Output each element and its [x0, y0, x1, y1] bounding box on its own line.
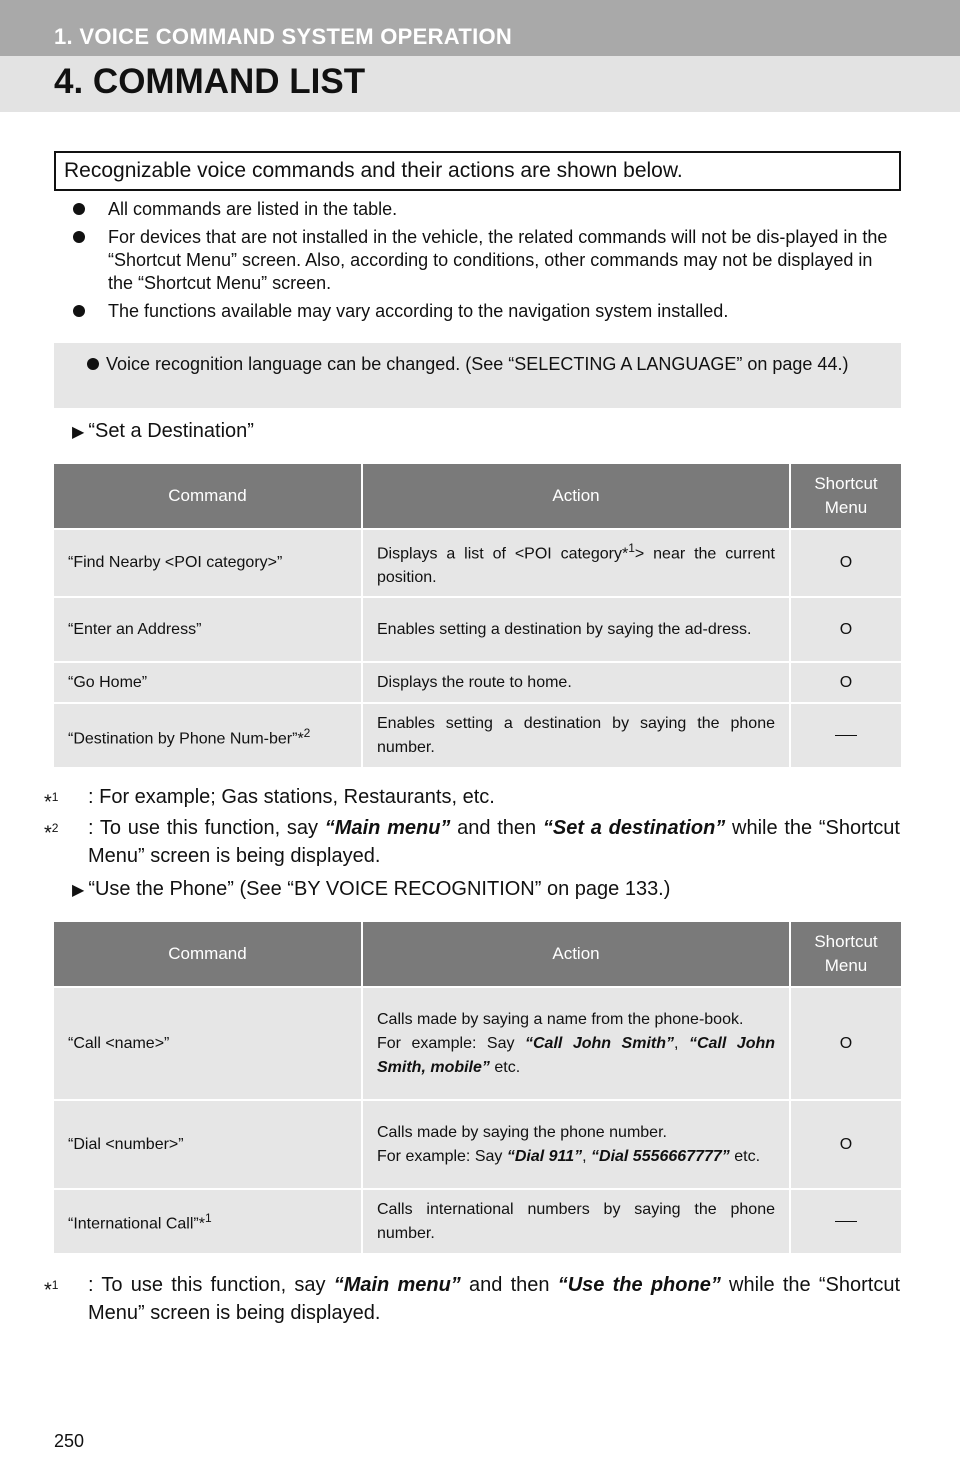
column-header-command: Command [54, 464, 363, 528]
table-row [54, 702, 901, 767]
section-heading-use-phone: ▶ “Use the Phone” (See “BY VOICE RECOGNITION” on page 133.) [72, 877, 670, 903]
action-cell: Calls made by saying a name from the phone-book. For example: Say “Call John Smith”, “Call John Smith, mobile” etc. [363, 986, 791, 1099]
shortcut-cell [791, 1188, 901, 1253]
table-row [54, 596, 901, 661]
command-cell: “Go Home” [54, 661, 363, 702]
footnote-1: *$^1$ : For example; Gas stations, Restaurants, etc. [44, 786, 495, 814]
footnote-3: *$^1$ : To use this function, say “Main menu” and then “Use the phone” while the “Shortcut Menu” screen is being displayed. [44, 1274, 900, 1324]
table-row [54, 1188, 901, 1253]
page-title: 4. COMMAND LIST [54, 62, 366, 101]
command-cell: “Find Nearby <POI category>” [54, 528, 363, 596]
action-cell: Calls made by saying the phone number. For example: Say “Dial 911”, “Dial 5556667777” etc. [363, 1099, 791, 1188]
arrow-right-icon: ▶ [72, 424, 85, 441]
command-cell: “International Call”*$^1$ [54, 1188, 363, 1253]
use-phone-table [54, 922, 901, 1253]
shortcut-cell: O [791, 661, 901, 702]
table-row [54, 986, 901, 1099]
footnote-2: *$^2$ : To use this function, say “Main menu” and then “Set a destination” while the “Shortcut Menu” screen is being displayed. [44, 817, 900, 867]
bullet-list [72, 198, 902, 328]
action-cell: Displays the route to home. [363, 661, 791, 702]
bullet-icon [87, 358, 99, 370]
command-cell: “Call <name>” [54, 986, 363, 1099]
bullet-item: The functions available may vary according to the navigation system installed. [72, 300, 902, 323]
note-box [54, 343, 901, 408]
action-cell: Calls international numbers by saying the phone number. [363, 1188, 791, 1253]
dash-icon [835, 735, 857, 736]
action-cell: Enables setting a destination by saying the phone number. [363, 702, 791, 767]
command-cell: “Dial <number>” [54, 1099, 363, 1188]
column-header-shortcut: Shortcut Menu [791, 464, 901, 528]
command-cell: “Destination by Phone Num-ber”*$^2$ [54, 702, 363, 767]
bullet-item: For devices that are not installed in the vehicle, the related commands will not be dis-played in the “Shortcut Menu” screen. Also, according to conditions, other commands may not be displayed in the “Shortcut Menu” screen. [72, 226, 902, 295]
shortcut-cell [791, 702, 901, 767]
page-number: 250 [54, 1431, 85, 1451]
section-heading-set-destination: ▶ “Set a Destination” [72, 419, 254, 445]
intro-box: Recognizable voice commands and their actions are shown below. [54, 151, 901, 191]
command-cell: “Enter an Address” [54, 596, 363, 661]
shortcut-cell: O [791, 596, 901, 661]
table-row [54, 1099, 901, 1188]
shortcut-cell: O [791, 1099, 901, 1188]
shortcut-cell: O [791, 986, 901, 1099]
note-text: Voice recognition language can be changed. (See “SELECTING A LANGUAGE” on page 44.) [106, 354, 849, 374]
bullet-item: All commands are listed in the table. [72, 198, 902, 221]
table-row [54, 661, 901, 702]
column-header-shortcut: Shortcut Menu [791, 922, 901, 986]
column-header-action: Action [363, 464, 791, 528]
arrow-right-icon: ▶ [72, 882, 85, 899]
shortcut-cell: O [791, 528, 901, 596]
section-title: 1. VOICE COMMAND SYSTEM OPERATION [54, 24, 513, 49]
column-header-command: Command [54, 922, 363, 986]
column-header-action: Action [363, 922, 791, 986]
dash-icon [835, 1221, 857, 1222]
action-cell: Enables setting a destination by saying the ad-dress. [363, 596, 791, 661]
set-destination-table [54, 464, 901, 767]
table-row [54, 528, 901, 596]
action-cell: Displays a list of <POI category*$^1$> near the current position. [363, 528, 791, 596]
